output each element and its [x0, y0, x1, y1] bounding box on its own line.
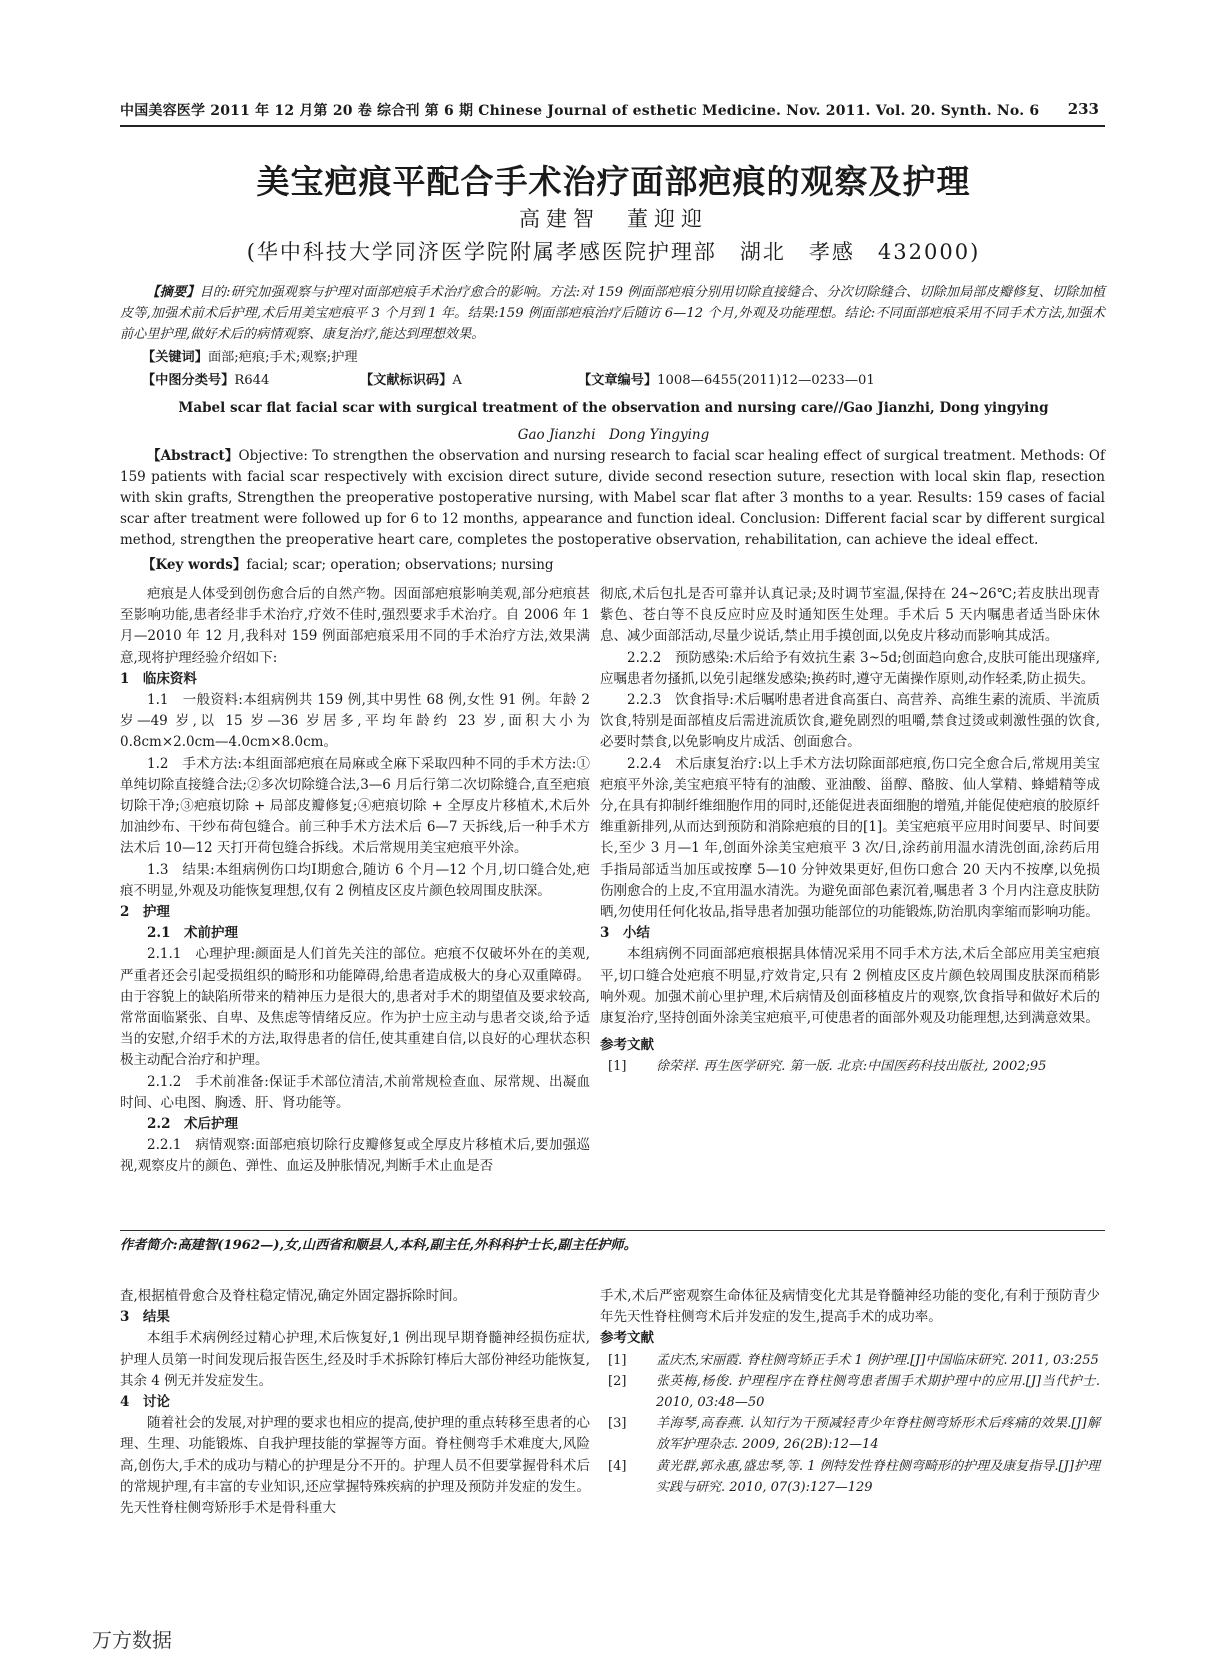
references-heading: 参考文献 [600, 1330, 654, 1347]
references-heading: 参考文献 [600, 1037, 654, 1054]
paragraph: 査,根据植骨愈合及脊柱稳定情况,确定外固定器拆除时间。 [120, 1288, 467, 1304]
doc-code-field [360, 369, 462, 388]
bio-rule [120, 1230, 1105, 1231]
paragraph: 1.3 结果:本组病例伤口均Ⅰ期愈合,随访 6 个月—12 个月,切口缝合处,疤痕不明显,外观及功能恢复理想,仅有 2 例植皮区皮片颜色较周围皮肤深。 [120, 861, 590, 899]
article-authors: 高建智 董迎迎 [519, 207, 708, 231]
english-title: Mabel scar flat facial scar with surgical treatment of the observation and nursing care//Gao Jianzhi, Dong yingying [178, 400, 1049, 416]
article-title: 美宝疤痕平配合手术治疗面部疤痕的观察及护理 [256, 162, 971, 201]
paragraph: 1.2 手术方法:本组面部疤痕在局麻或全麻下采取四种不同的手术方法:①单纯切除直接缝合法;②多次切除缝合法,3—6 月后行第二次切除缝合,直至疤痕切除干净;③疤痕切除 + 局部皮瓣修复;④疤痕切除 + 全厚皮片移植术,术后外加油纱布、干纱布荷包缝合。前三种手术方法术后 6—7 天拆线,后一种手术方法术后 10—12 天打开荷包缝合拆线。术后常规用美宝疤痕平外涂。 [120, 755, 590, 857]
clc-value: R644 [234, 373, 270, 388]
body-right-column [600, 584, 1100, 1078]
reference-number: [2] [608, 1373, 627, 1389]
paragraph: 1.1 一般资料:本组病例共 159 例,其中男性 68 例,女性 91 例。年龄 2 岁—49 岁,以 15 岁—36 岁居多,平均年龄约 23 岁,面积大小为 0.8cm×2.0cm—4.0cm×8.0cm。 [120, 692, 590, 751]
paragraph: 随着社会的发展,对护理的要求也相应的提高,使护理的重点转移至患者的心理、生理、功能锻炼、自我护理技能的掌握等方面。脊柱侧弯手术难度大,风险高,创伤大,手术的成功与精心的护理是分不开的。护理人员不但要掌握骨科术后的常规护理,有丰富的专业知识,还应掌握特殊疾病的护理及预防并发症的发生。先天性脊柱侧弯矫形手术是骨科重大 [120, 1415, 590, 1517]
section-heading: 4 讨论 [120, 1394, 170, 1411]
keywords-cn [142, 346, 358, 365]
article-number-field [578, 369, 875, 388]
reference-item [600, 1456, 1100, 1498]
abstract-cn-text: 目的:研究加强观察与护理对面部疤痕手术治疗愈合的影响。方法:对 159 例面部疤痕分别用切除直接缝合、分次切除缝合、切除加局部皮瓣修复、切除加植皮等,加强术前术后护理,术后用美宝疤痕平 3 个月到 1 年。结果:159 例面部疤痕治疗后随访 6—12 个月,外观及功能理想。结论:不同面部疤痕采用不同手术方法,加强术前心里护理,做好术后的病情观察、康复治疗,能达到理想效果。 [120, 285, 1106, 342]
wanfang-watermark: 万方数据 [92, 1628, 172, 1652]
clc-field [142, 369, 269, 388]
reference-text: 羊海琴,高春燕. 认知行为干预减轻青少年脊柱侧弯矫形术后疼痛的效果.[J]解放军护理杂志. 2009, 26(2B):12—14 [656, 1416, 1100, 1453]
reference-item [600, 1056, 1100, 1077]
abstract-en-text: Objective: To strengthen the observation and nursing research to facial scar healing effect of surgical treatment. Methods: Of 159 patients with facial scar respectively with excision direct suture, divide second resection suture, resection with local skin flap, resection with skin grafts, Strengthen the preoperative postoperative nursing, with Mabel scar flat after 3 months to a year. Results: 159 cases of facial scar after treatment were followed up for 6 to 12 months, appearance and function ideal. Conclusion: Different facial scar by different surgical method, strengthen the preoperative heart care, completes the postoperative observation, rehabilitation, can achieve the ideal effect. [120, 448, 1105, 548]
paragraph: 2.2.4 术后康复治疗:以上手术方法切除面部疤痕,伤口完全愈合后,常规用美宝疤痕平外涂,美宝疤痕平特有的油酸、亚油酸、甾醇、酪胺、仙人掌精、蜂蜡精等成分,在具有抑制纤维细胞作用的同时,还能促进表面细胞的增殖,并能促使疤痕的胶原纤维重新排列,从而达到预防和消除疤痕的目的[1]。美宝疤痕平应用时间要早、时间要长,至少 3 月—1 年,创面外涂美宝疤痕平 3 次/日,涂药前用温水清洗创面,涂药后用手指局部适当加压或按摩 5—10 分钟效果更好,但伤口愈合 20 天内不按摩,以免损伤刚愈合的上皮,不宜用温水清洗。为避免面部色素沉着,嘱患者 3 个月内注意皮肤防晒,勿使用任何化妆品,指导患者加强功能部位的功能锻炼,防治肌肉挛缩而影响功能。 [600, 755, 1100, 921]
reference-text: 徐荣祥. 再生医学研究. 第一版. 北京:中国医药科技出版社, 2002;95 [656, 1059, 1047, 1075]
paragraph: 2.1.1 心理护理:颜面是人们首先关注的部位。疤痕不仅破坏外在的美观,严重者还会引起受损组织的畸形和功能障碍,给患者造成极大的身心双重障碍。由于容貌上的缺陷所带来的精神压力是很大的,患者对手术的期望值及要求较高,常常面临紧张、自卑、及焦虑等情绪反应。作为护士应主动与患者交谈,给予适当的安慰,介绍手术的方法,取得患者的信任,使其重建自信,以良好的心理状态积极主动配合治疗和护理。 [120, 946, 590, 1069]
reference-text: 黄光群,郭永惠,盛忠琴,等. 1 例特发性脊柱侧弯畸形的护理及康复指导.[J]护理实践与研究. 2010, 07(3):127—129 [656, 1458, 1100, 1495]
section-heading: 1 临床资料 [120, 670, 197, 687]
header-rule [120, 125, 1105, 127]
reference-item [600, 1350, 1100, 1371]
reference-number: [1] [608, 1352, 627, 1368]
abstract-cn-label: 【摘要】 [146, 285, 200, 300]
reference-number: [4] [608, 1458, 627, 1474]
paragraph: 2.1.2 手术前准备:保证手术部位清洁,术前常规检查血、尿常规、出凝血时间、心电图、胸透、肝、肾功能等。 [120, 1073, 590, 1111]
english-authors: Gao Jianzhi Dong Yingying [517, 427, 710, 443]
body-left-column [120, 584, 590, 1178]
lower-left-column [120, 1286, 590, 1519]
paragraph: 彻底,术后包扎是否可靠并认真记录;及时调节室温,保持在 24~26℃;若皮肤出现青紫色、苍白等不良反应时应及时通知医生处理。手术后 5 天内嘱患者适当卧床休息、减少面部活动,尽量少说话,禁止用手摸创面,以免皮片移动而影响其成活。 [600, 586, 1100, 645]
keywords-en-label: 【Key words】 [142, 557, 247, 573]
subsection-heading: 2.1 术前护理 [147, 925, 238, 942]
paragraph: 本组手术病例经过精心护理,术后恢复好,1 例出现早期脊髓神经损伤症状,护理人员第一时间发现后报告医生,经及时手术拆除钉棒后大部份神经功能恢复,其余 4 例无并发症发生。 [120, 1330, 590, 1389]
abstract-cn [120, 282, 1105, 345]
paragraph: 2.2.2 预防感染:术后给予有效抗生素 3~5d;创面趋向愈合,皮肤可能出现瘙痒,应嘱患者勿搔抓,以免引起继发感染;换药时,遵守无菌操作原则,动作轻柔,防止损失。 [600, 649, 1100, 687]
keywords-en [142, 553, 554, 573]
doc-code-label: 【文献标识码】 [360, 373, 453, 388]
reference-item [600, 1413, 1100, 1455]
paragraph: 本组病例不同面部疤痕根据具体情况采用不同手术方法,术后全部应用美宝疤痕平,切口缝合处疤痕不明显,疗效肯定,只有 2 例植皮区皮片颜色较周围皮肤深而稍影响外观。加强术前心里护理,术后病情及创面移植皮片的观察,饮食指导和做好术后的康复治疗,坚持创面外涂美宝疤痕平,可使患者的面部外观及功能理想,达到满意效果。 [600, 946, 1100, 1027]
keywords-en-text: facial; scar; operation; observations; nursing [246, 557, 554, 573]
paragraph: 2.2.3 饮食指导:术后嘱咐患者进食高蛋白、高营养、高维生素的流质、半流质饮食,特别是面部植皮后需进流质饮食,避免剧烈的咀嚼,禁食过烫或刺激性强的饮食,必要时禁食,以免影响皮片成活、创面愈合。 [600, 692, 1100, 751]
author-bio: 作者简介:高建智(1962—),女,山西省和顺县人,本科,副主任,外科科护士长,副主任护师。 [120, 1238, 637, 1253]
keywords-cn-label: 【关键词】 [142, 350, 208, 365]
section-heading: 2 护理 [120, 904, 170, 921]
keywords-cn-text: 面部;疤痕;手术;观察;护理 [207, 350, 358, 365]
article-number-label: 【文章编号】 [578, 373, 658, 388]
abstract-en-label: 【Abstract】 [147, 448, 239, 464]
running-header: 中国美容医学 2011 年 12 月第 20 卷 综合刊 第 6 期 Chinese Journal of esthetic Medicine. Nov. 2011. Vol. 20. Synth. No. 6 [120, 103, 1040, 119]
reference-number: [1] [608, 1059, 627, 1075]
subsection-heading: 2.2 术后护理 [147, 1116, 238, 1133]
section-heading: 3 小结 [600, 925, 650, 942]
lower-right-column [600, 1286, 1100, 1498]
article-number-value: 1008—6455(2011)12—0233—01 [657, 373, 875, 388]
section-heading: 3 结果 [120, 1309, 170, 1326]
abstract-en [120, 446, 1105, 551]
paragraph: 手术,术后严密观察生命体征及病情变化尤其是脊髓神经功能的变化,有利于预防青少年先天性脊柱侧弯术后并发症的发生,提高手术的成功率。 [600, 1288, 1100, 1326]
article-affiliation: (华中科技大学同济医学院附属孝感医院护理部 湖北 孝感 432000) [246, 240, 981, 264]
reference-text: 孟庆杰,宋丽霞. 脊柱侧弯矫正手术 1 例护理.[J]中国临床研究. 2011, 03:255 [656, 1352, 1099, 1368]
doc-code-value: A [452, 373, 462, 388]
reference-text: 张英梅,杨俊. 护理程序在脊柱侧弯患者围手术期护理中的应用.[J]当代护士. 2010, 03:48—50 [656, 1373, 1100, 1411]
intro-paragraph: 疤痕是人体受到创伤愈合后的自然产物。因面部疤痕影响美观,部分疤痕甚至影响功能,患者经非手术治疗,疗效不佳时,强烈要求手术治疗。自 2006 年 1 月—2010 年 12 月,我科对 159 例面部疤痕采用不同的手术治疗方法,效果满意,现将护理经验介绍如下: [120, 586, 590, 666]
clc-label: 【中图分类号】 [142, 373, 235, 388]
reference-number: [3] [608, 1416, 627, 1432]
page-number: 233 [1067, 100, 1099, 118]
paragraph: 2.2.1 病情观察:面部疤痕切除行皮瓣修复或全厚皮片移植术后,要加强巡视,观察皮片的颜色、弹性、血运及肿胀情况,判断手术止血是否 [120, 1137, 590, 1175]
reference-item [600, 1371, 1100, 1413]
